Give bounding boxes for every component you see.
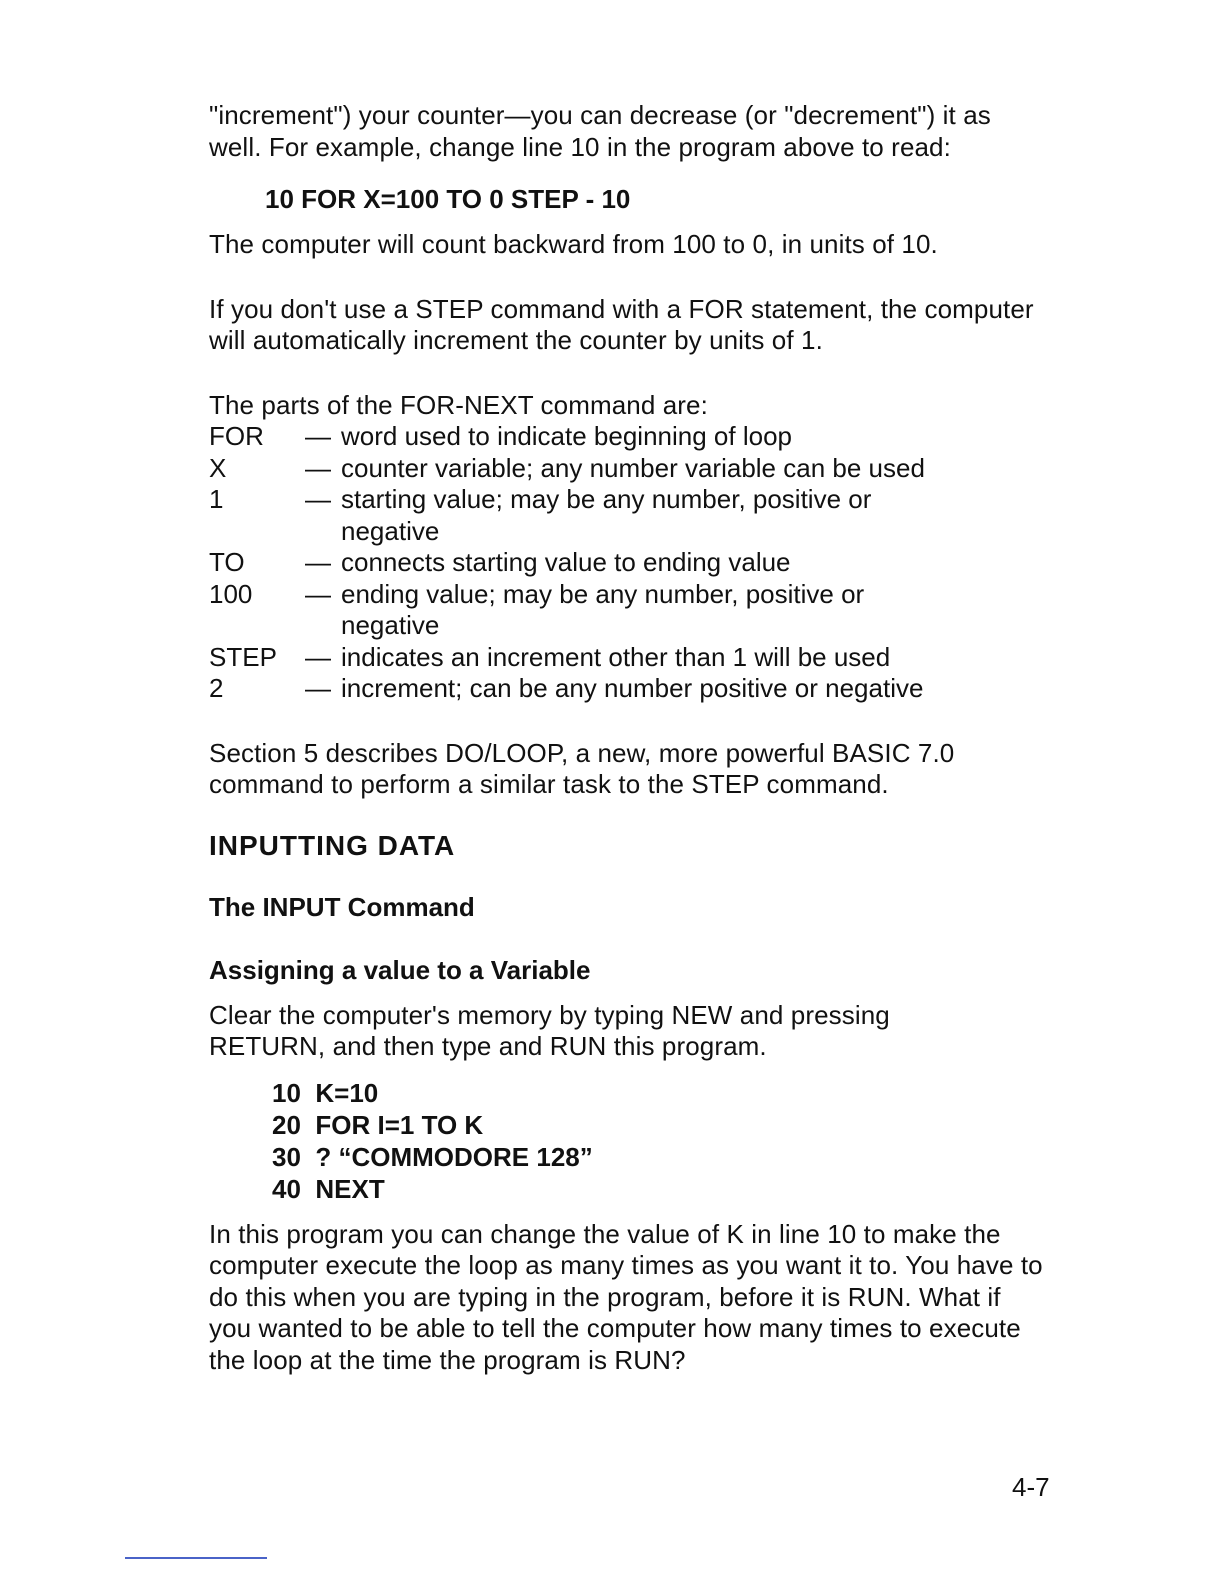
heading-assigning-value: Assigning a value to a Variable: [209, 954, 591, 985]
heading-inputting-data: INPUTTING DATA: [209, 829, 456, 861]
program-line: 20 FOR I=1 TO K: [272, 1109, 484, 1140]
part-dash: —: [305, 578, 331, 609]
list-item: [209, 673, 1069, 705]
program-line: 40 NEXT: [272, 1173, 385, 1204]
part-term: 100: [209, 578, 253, 609]
part-definition: starting value; may be any number, positive or negative: [341, 484, 872, 546]
part-definition: ending value; may be any number, positive or negative: [341, 578, 865, 640]
part-term: 2: [209, 673, 224, 703]
program-line: 10 K=10: [272, 1077, 379, 1108]
part-definition: indicates an increment other than 1 will be used: [341, 641, 891, 672]
part-term: 1: [209, 484, 224, 514]
part-dash: —: [305, 673, 331, 703]
program-listing: [209, 1077, 1069, 1205]
part-term: FOR: [209, 421, 264, 451]
part-term: STEP: [209, 641, 277, 672]
part-definition: increment; can be any number positive or negative: [341, 673, 924, 703]
part-dash: —: [305, 641, 331, 672]
heading-input-command: The INPUT Command: [209, 891, 475, 922]
parts-list: [209, 421, 1069, 705]
page-number: 4-7: [1012, 1472, 1050, 1502]
list-item: [209, 547, 1069, 579]
bottom-rule: [125, 1557, 267, 1559]
part-definition: connects starting value to ending value: [341, 547, 791, 577]
clear-paragraph: Clear the computer's memory by typing NEW and pressing RETURN, and then type and RUN this program.: [209, 999, 890, 1061]
closing-paragraph: In this program you can change the value of K in line 10 to make the computer execute the loop as many times as you want it to. You have to do this when you are typing in the program, before it is RUN. What if you wanted to be able to tell the computer how many times to execute the loop at the time the program is RUN?: [209, 1218, 1043, 1375]
list-item: [209, 421, 1069, 453]
nostep-paragraph: If you don't use a STEP command with a FOR statement, the computer will automatically increment the counter by units of 1.: [209, 293, 1034, 355]
section5-paragraph: Section 5 describes DO/LOOP, a new, more powerful BASIC 7.0 command to perform a similar task to the STEP command.: [209, 737, 955, 799]
program-line: 30 ? “COMMODORE 128”: [272, 1141, 593, 1172]
list-item: [209, 579, 1069, 642]
part-term: TO: [209, 547, 245, 577]
list-item: [209, 642, 1069, 674]
part-definition: counter variable; any number variable can be used: [341, 452, 925, 483]
list-item: [209, 453, 1069, 485]
part-dash: —: [305, 484, 331, 514]
part-dash: —: [305, 421, 331, 451]
backward-paragraph: The computer will count backward from 100 to 0, in units of 10.: [209, 229, 938, 259]
part-term: X: [209, 452, 227, 483]
parts-heading: The parts of the FOR-NEXT command are:: [209, 389, 708, 420]
part-definition: word used to indicate beginning of loop: [341, 421, 792, 451]
code-step-line: 10 FOR X=100 TO 0 STEP - 10: [265, 184, 631, 214]
part-dash: —: [305, 452, 331, 483]
intro-paragraph: "increment") your counter—you can decrease (or "decrement") it as well. For example, change line 10 in the program above to read:: [209, 100, 991, 162]
list-item: [209, 484, 1069, 547]
page-content: [209, 100, 1069, 1376]
part-dash: —: [305, 547, 331, 577]
